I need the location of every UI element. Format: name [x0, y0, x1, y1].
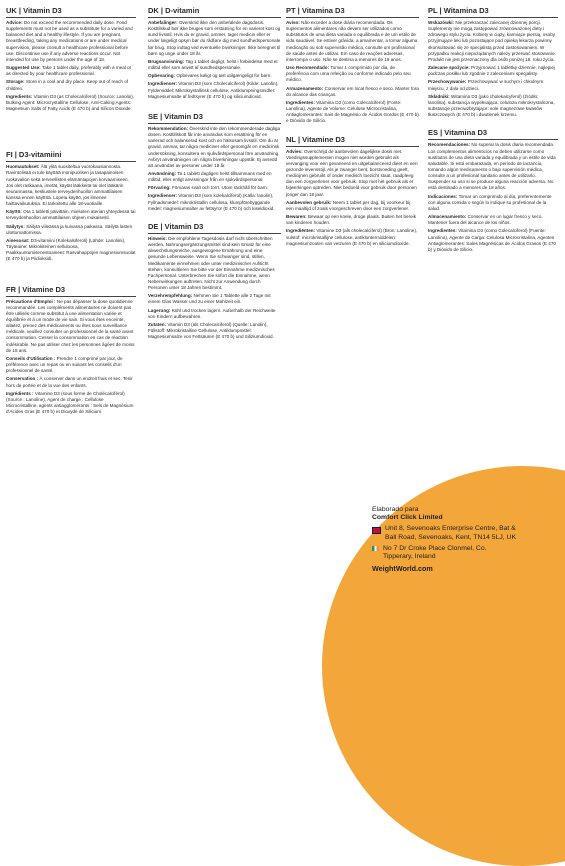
paragraph-text: Tag 1 tablet dagligt, helst i forbindelse med et måltid eller som anvist af sundhedspersonale.	[148, 58, 278, 71]
paragraph-label: Opbevaring:	[148, 73, 176, 79]
paragraph	[428, 228, 558, 253]
paragraph-label: Brugsanvisning:	[148, 58, 185, 64]
paragraph	[6, 20, 136, 63]
paragraph-label: Suggested Use:	[6, 65, 41, 71]
paragraph-label: Huomautukset:	[6, 164, 40, 170]
paragraph-text: Take 1 tablet daily, preferably with a meal or as directed by your healthcare professional.	[6, 65, 132, 77]
paragraph-text: À conserver dans un endroit frais et sec. Tenir hors de portée et de la vue des enfants.	[6, 376, 133, 388]
paragraph	[286, 100, 419, 125]
paragraph	[6, 238, 136, 263]
section-heading: FR | Vitamine D3	[6, 285, 136, 297]
paragraph-text: Bewaar op een koele, droge plaats. Buiten het bereik van kinderen houden.	[286, 214, 416, 226]
section-dk	[148, 6, 281, 100]
paragraph-label: Conservation :	[6, 376, 39, 382]
paragraph	[148, 193, 281, 211]
section-heading: SE | Vitamin D3	[148, 112, 281, 124]
paragraph-label: Ingredienser:	[148, 81, 178, 87]
paragraph-label: Hinweis:	[148, 235, 167, 241]
paragraph-label: Précautions d'Emploi :	[6, 298, 56, 304]
section-heading: PL | Witamina D3	[428, 6, 558, 18]
paragraph-label: Składniki:	[428, 93, 450, 99]
paragraph-text: Nie przekraczać zalecanej dziennej porcji. Suplementy nie mogą zastępować zrównoważonej diety i zdrowego stylu życia. Kobiety w ciąży, karmiące piersią, osoby przyjmujące leki lub pozostające pod opieką lekarza powinny skonsultować się ze specjalistą przed zastosowaniem. W przypadku reakcji niepożądanych należy przerwać stosowanie. Produkt nie jest przeznaczony dla osób poniżej 18. roku życia.	[428, 20, 556, 62]
paragraph-label: Storage:	[6, 79, 25, 85]
paragraph-text: Overschrijd de aanbevolen dagelijkse dosis niet. Voedingssupplementen mogen niet worden gebruikt als vervanging voor een gevarieerd en uitgebalanceerd dieet en een gezonde levensstijl. Als je zwanger bent, borstvoeding geeft, medicijnen gebruikt of onder medisch toezicht staat, raadpleeg dan een zorgverlener voor gebruik. Stop met het gebruik als er bijwerkingen optreden. Niet bedoeld voor gebruik door personen jonger dan 18 jaar.	[286, 148, 418, 197]
paragraph	[6, 356, 136, 374]
paragraph-text: Ota 1 tabletti päivittäin, mieluiten aterian yhteydessä tai terveydenhuollon ammattilaisen ohjeen mukaisesti.	[6, 209, 136, 221]
paragraph-text: Prendre 1 comprimé par jour, de préférence avec un repas ou en suivant les conseils d'un professionnel de santé.	[6, 355, 123, 374]
paragraph-label: Förvaring:	[148, 185, 171, 191]
paragraph-label: Lagerung:	[148, 307, 171, 313]
section-pl	[428, 6, 558, 118]
paragraph	[428, 65, 558, 77]
paragraph	[6, 376, 136, 388]
paragraph-label: Ingredientes:	[428, 228, 457, 234]
paragraph-text: Vitamina D3 (como Colecalciferol) (Fonte: Lanolina), Agente de Volume: Celulose Microcristalina, Antiaglomerantes: Sais de Magnésio de Ácidos Gordos (E 470 b) e Dióxido de Silício.	[286, 99, 419, 124]
section-de	[148, 222, 281, 341]
paragraph	[6, 224, 136, 236]
column-4	[428, 6, 558, 263]
section-uk	[6, 6, 136, 112]
paragraph-label: Ingredients:	[6, 93, 33, 99]
paragraph-label: Zalecane spożycie:	[428, 65, 470, 71]
paragraph-text: Nehmen Sie 1 Tablette alle 2 Tage mit einem Glas Wasser und zu einer Mahlzeit ein.	[148, 293, 271, 305]
paragraph-text: Vitamina D3 (como Colecalciferol) (Fuente: Lanolina), Agente de Carga: Celulosa Microcristalina, Agentes Antiaglomerantes: Sales Magnésicas de Ácidos Grasos (E 470 b) y Dióxido de Silicio.	[428, 228, 556, 252]
paragraph-text: Säilytä viileässä ja kuivassa paikassa. Säilytä lasten ulottumattomissa.	[6, 223, 133, 235]
section-heading: PT | Vitamina D3	[286, 6, 419, 18]
paragraph-label: Indicaciones:	[428, 193, 458, 199]
column-1	[6, 6, 136, 425]
paragraph-label: Recomendaciones:	[428, 142, 471, 148]
section-heading: NL | Vitamine D3	[286, 135, 419, 147]
paragraph-label: Käyttö:	[6, 209, 22, 215]
paragraph-label: Ingredienser:	[148, 193, 178, 199]
paragraph-label: Almacenamiento:	[428, 214, 467, 220]
paragraph-text: Älä ylitä suositeltua vuorokausiannosta. Ravintolisää ei tule käyttää monipuolisen ja tasapainoisen ruokavalion sekä terveellisten elämäntapojen korvaamiseen. Jos olet raskaana, imetät, käytät lääkkeitä tai olet lääkärin seurannassa, keskustele terveydenhuollon ammattilaisen kanssa ennen käyttöä. Lopeta käyttö, jos ilmenee haittavaikutuksia. Ei tarkoitettu alle 18-vuotiaille.	[6, 164, 129, 207]
uk-address: Unit 8, Sevenoaks Enterprise Centre, Bat & Ball Road, Sevenoaks, Kent, TN14 5LJ, UK	[385, 525, 516, 541]
section-pt	[286, 6, 419, 125]
paragraph-label: Bewaren:	[286, 214, 307, 220]
paragraph	[6, 79, 136, 91]
section-heading: FI | D3-vitamiini	[6, 150, 136, 162]
paragraph-label: Ingrediënten:	[286, 228, 316, 234]
paragraph-label: Ainesosat:	[6, 237, 30, 243]
ireland-flag-icon	[372, 546, 379, 551]
paragraph	[148, 185, 281, 191]
paragraph-label: Aanbevolen gebruik:	[286, 199, 332, 205]
paragraph	[148, 81, 281, 99]
paragraph	[286, 20, 419, 63]
paragraph-text: Vitamine D3 (als cholecalciferol) (Bron: Lanoline), vulstof: microkristallijne cellulose, antiklontermiddelen: magnesiumzouten van vetzuren (E 470 b) en siliciumdioxide.	[286, 228, 418, 246]
paragraph-text: Witamina D3 (jako cholekalcyferol) (źródło: lanolina), substancja wypełniająca: celuloza mikrokrystaliczna, substancje przeciwzbrylające: sole magnezowe kwasów tłuszczowych (E 470 b) i dwutlenek krzemu.	[428, 93, 555, 118]
paragraph	[428, 194, 558, 212]
section-heading: UK | Vitamin D3	[6, 6, 136, 18]
paragraph-text: Förvaras svalt och torrt. Utom räckhåll för barn.	[172, 185, 268, 191]
paragraph-label: Advies:	[286, 148, 303, 154]
section-es	[428, 128, 558, 253]
company-name: Comfort Click Limited	[372, 514, 443, 522]
website-link[interactable]: WeightWorld.com	[372, 564, 433, 574]
paragraph-text: Tomar un comprimido al día, preferentemente con alguna comida o según lo indique su profesional de la salud.	[428, 193, 552, 211]
paragraph-label: Aviso:	[286, 20, 300, 25]
paragraph	[148, 322, 281, 340]
paragraph-text: Conservar en un lugar fresco y seco. Mantener fuera del alcance de los niños.	[428, 214, 543, 226]
paragraph	[148, 236, 281, 291]
paragraph-label: Zutaten:	[148, 321, 167, 327]
paragraph	[286, 86, 419, 98]
uk-address-row	[372, 525, 525, 541]
paragraph-text: Store in a cool and dry place. Keep out of reach of children.	[6, 79, 129, 91]
uk-flag-icon	[372, 527, 381, 534]
paragraph-text: Conservar em local fresco e seco. Manter fora do alcance das crianças.	[286, 85, 419, 97]
paragraph-text: D3-vitamiini (Kolekalsiferoli) (Lähde: Lanoliini), Täyteaine: Mikrokiteinen selluloosa, Paakkuuntumisenestoaineet: Rasvahappojen magnesiumsuolat (E 470 b) ja Piidioksidi.	[6, 237, 136, 262]
paragraph	[286, 65, 419, 83]
paragraph	[6, 94, 136, 112]
section-se	[148, 112, 281, 212]
paragraph	[148, 293, 281, 305]
paragraph-label: Anbefalinger:	[148, 20, 178, 25]
paragraph	[148, 126, 281, 169]
paragraph	[428, 94, 558, 119]
section-fi	[6, 150, 136, 262]
paragraph	[286, 228, 419, 246]
section-nl	[286, 135, 419, 247]
paragraph-text: Kühl und trocken lagern. Außerhalb der Reichweite von Kindern aufbewahren.	[148, 307, 276, 319]
ie-address: No 7 Dr Croke Place Clonmel, Co. Tipperary, Ireland	[383, 544, 487, 561]
paragraph-text: Opbevares køligt og tørt utilgængeligt for børn.	[176, 73, 272, 79]
made-for-label: Elaborado para	[372, 506, 419, 513]
paragraph-label: Wskazówki:	[428, 20, 455, 25]
paragraph-text: Vitamin D3 (som Cholecalciferol) (Kilde: Lanolin), Fyldemiddel: Mikrokrystallinsk cellulose, Antiklumpningsmidler: Magnesiumsalte af fedtsyrer (E 470 b) og siliciumdioxid.	[148, 81, 279, 99]
section-heading: DE | Vitamin D3	[148, 222, 281, 234]
paragraph	[148, 73, 281, 79]
paragraph	[148, 308, 281, 320]
column-2	[148, 6, 281, 350]
paragraph-text: Não exceder a dose diária recomendada. Os suplementos alimentares não devem ser utilizados como substitutos de uma dieta variada e equilibrada e de um estilo de vida saudável. Se estiver grávida, a amamentar, a tomar alguma medicação ou sob supervisão médica, consulte um profissional de saúde antes de utilizar. Em caso de reações adversas, interrompa o uso. Não se destina a menores de 18 anos.	[286, 20, 418, 62]
paragraph	[286, 214, 419, 226]
paragraph-label: Ingrédients :	[6, 390, 34, 396]
paragraph-text: Vitamin D3 (als Cholecalciferol) (Quelle: Lanolin), Füllstoff: Mikrokristalline Cellulose, Antiklumpmittel: Magnesiumsalze von Fettsäuren (E 470 b) und Siliziumdioxid.	[148, 321, 274, 340]
paragraph-text: Vitamin D3 (as Cholecalciferol) (Source: Lanolin), Bulking Agent: Microcrystalline Cellulose, Anti-Caking Agents: Magnesium Salts of Fatty Acids (E 470 b) and Silicon Dioxide.	[6, 93, 135, 112]
paragraph	[286, 149, 419, 198]
paragraph-text: Vitamin D3 (som kolekalciferol) (Källa: lanolin), Fyllnadsmedel: mikrokristallin cellulosa, klumpförebyggande medel: magnesiumsalter av fettsyror (E 470 b) och kiseldioxid.	[148, 193, 275, 211]
paragraph-label: Uso Recomendado:	[286, 65, 330, 71]
paragraph	[148, 20, 281, 57]
paragraph-label: Ingredientes:	[286, 99, 315, 105]
paragraph-label: Användning:	[148, 170, 177, 176]
section-heading: ES | Vitamina D3	[428, 128, 558, 140]
paragraph	[148, 171, 281, 183]
paragraph-text: Die empfohlene Tagesdosis darf nicht überschritten werden. Nahrungsergänzungsmittel sind kein Ersatz für eine abwechslungsreiche, ausgewogene Ernährung und eine gesunde Lebensweise. Wenn Sie schwanger sind, stillen, Medikamente einnehmen oder unter medizinischer Aufsicht stehen, konsultieren Sie bitte vor der Einnahme medizinisches Fachpersonal. Unterbrechen Sie sofort die Einnahme, wenn Nebenwirkungen auftreten. Nicht zur Anwendung durch Personen unter 18 Jahren bestimmt.	[148, 235, 275, 291]
paragraph-text: Overskrid ikke den anbefalede dagsdosis. Kosttilskud bør ikke bruges som erstatning for en varieret kost og sund livsstil. Hvis du er gravid, ammer, tager medicin eller er under lægeligt opsyn bør du rådføre dig med sundhedspersonale før brug. Stop indtag ved eventuelle bivirkninger. Ikke beregnet til børn og unge under 18 år.	[148, 20, 281, 56]
paragraph	[6, 164, 136, 207]
paragraph-text: Przechowywać w suchym i chłodnym miejscu, z dala od dzieci.	[428, 79, 544, 91]
paragraph	[6, 299, 136, 354]
paragraph-text: Przyjmować 1 tabletkę dziennie, najlepiej podczas posiłku lub zgodnie z zaleceniami specjalisty.	[428, 65, 555, 77]
paragraph-text: Ne pas dépasser la dose quotidienne recommandée. Les compléments alimentaires ne doivent pas être utilisés comme substitut à une alimentation variée et équilibrée et à un mode de vie sain. Si vous êtes enceinte, allaitez, prenez des médicaments ou êtes sous surveillance médicale, veuillez consulter un professionnel de la santé avant consommation. Cesser la consommation en cas de réaction indésirable. Ne pas utiliser chez les personnes âgées de moins de 18 ans.	[6, 298, 135, 353]
paragraph-text: Vitamine D3 (sous forme de Cholécalciférol) (Source : Lanoline), Agent de charge : Cellulose Microcristalline, agents antiagglomérants : Sels de Magnésium d'Acides Gras (E 470 b) et Dioxyde de Silicium.	[6, 390, 134, 415]
paragraph	[428, 142, 558, 191]
paragraph-label: Advice:	[6, 20, 23, 25]
paragraph-text: Do not exceed the recommended daily dose. Food supplements must not be used as a substitute for a varied and balanced diet and a healthy lifestyle. If you are pregnant, breastfeeding, taking any medications or are under medical supervision, please consult a healthcare professional before use. Discontinue use if any adverse reactions occur. Not intended for use by persons under the age of 18.	[6, 20, 133, 62]
paragraph	[6, 391, 136, 416]
paragraph-label: Verzehrempfehlung:	[148, 293, 193, 299]
paragraph-text: No superar la dosis diaria recomendada. Los complementos alimenticios no deben utilizarse como sustitutos de una dieta variada y equilibrada y un estilo de vida saludable. Si está embarazada, en período de lactancia, tomando algún medicamento o bajo supervisión médica, consulte a un profesional sanitario antes de utilizarlo. Suspender su uso si se produce alguna reacción adversa. No está destinado a menores de 18 años.	[428, 142, 556, 191]
paragraph	[428, 79, 558, 91]
paragraph	[6, 209, 136, 221]
paragraph-label: Säilytys:	[6, 223, 25, 229]
paragraph	[6, 65, 136, 77]
column-3	[286, 6, 419, 257]
paragraph	[428, 20, 558, 63]
ie-address-row	[372, 545, 525, 561]
paragraph	[428, 214, 558, 226]
paragraph-label: Rekommendation:	[148, 125, 189, 131]
paragraph-text: Tomar 1 comprimido por dia, de preferência com uma refeição ou conforme indicado pelo seu médico.	[286, 65, 411, 83]
paragraph-text: Neem 1 tablet per dag, bij voorkeur bij een maaltijd of zoals voorgeschreven door een zorgverlener.	[286, 199, 411, 211]
paragraph-text: Ta 1 tablett dagligen helst tillsammans med en måltid, eller enligt anvisningar från en sjukvårdspersonal.	[148, 170, 272, 183]
paragraph	[148, 59, 281, 71]
section-fr	[6, 285, 136, 416]
manufacturer-block	[372, 506, 525, 573]
section-heading: DK | D-vitamin	[148, 6, 281, 18]
paragraph-label: Armazenamento:	[286, 85, 324, 91]
paragraph-label: Przechowywanie:	[428, 79, 467, 85]
paragraph-label: Conseils d'Utilisation :	[6, 355, 56, 361]
paragraph	[286, 200, 419, 212]
paragraph-text: Överskrid inte den rekommenderade dagliga dosen. Kosttillskott får inte användas som ersättning för en varierad och balanserad kost och en hälsosam livsstil. Om du är gravid, ammar, tar några mediciner eller genomgår en medicinsk undersökning, konsultera en sjukvårdspersonal före användning. Avbryt användningen om några biverkningar uppstår. Ej avsedd att användas av personer under 18 år.	[148, 125, 281, 168]
